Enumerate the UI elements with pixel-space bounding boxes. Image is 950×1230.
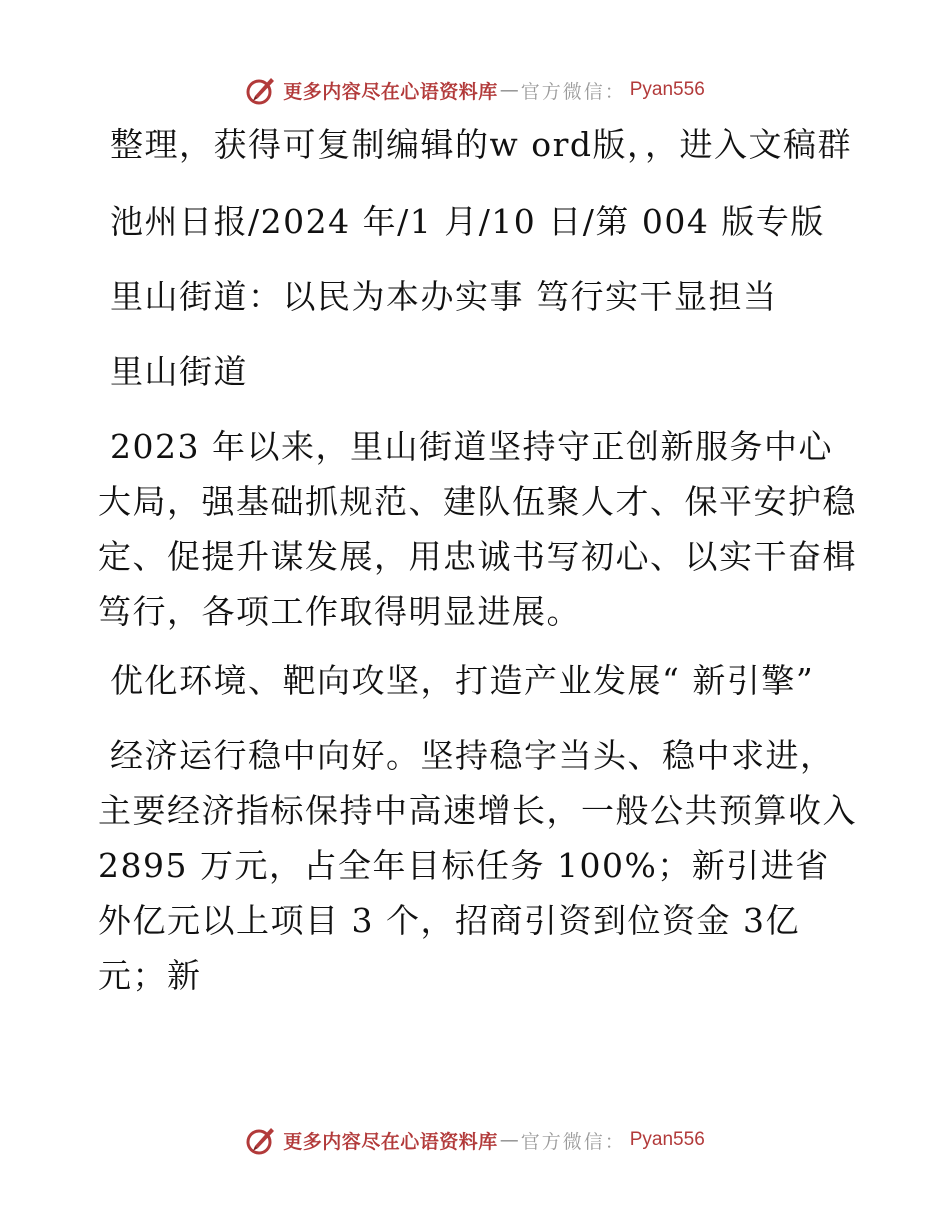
document-body	[98, 120, 858, 1003]
article-title: 里山街道：以民为本办实事 笃行实干显担当	[110, 277, 778, 316]
watermark-brand: 更多内容尽在心语资料库	[283, 1130, 498, 1153]
watermark-separator: —	[499, 79, 519, 101]
article-author: 里山街道	[110, 352, 248, 391]
watermark-banner-top	[0, 70, 950, 110]
watermark-banner-bottom	[0, 1120, 950, 1160]
watermark-official-label: 官方微信：	[520, 80, 626, 103]
watermark-wechat-id: Pyan556	[629, 1129, 705, 1150]
subheading-1: 优化环境、靶向攻坚，打造产业发展“ 新引擎”	[110, 661, 815, 700]
watermark-separator: —	[499, 1129, 519, 1151]
watermark-brand: 更多内容尽在心语资料库	[283, 80, 498, 103]
intro-paragraph: 整理，获得可复制编辑的w ord版，，进入文稿群	[110, 125, 853, 164]
body-paragraph-1: 2023 年以来，里山街道坚持守正创新服务中心大局，强基础抓规范、建队伍聚人才、保平安护稳定、促提升谋发展，用忠诚书写初心、以实干奋楫笃行，各项工作取得明显进展。	[98, 427, 857, 631]
watermark-wechat-id: Pyan556	[629, 79, 705, 100]
quill-pen-logo-icon	[245, 1124, 277, 1156]
watermark-official-label: 官方微信：	[520, 1130, 626, 1153]
body-paragraph-2: 经济运行稳中向好。坚持稳字当头、稳中求进，主要经济指标保持中高速增长，一般公共预算收入 2895 万元，占全年目标任务 100%；新引进省外亿元以上项目 3 个，招商引资到位资金 3亿元；新	[98, 736, 857, 995]
source-line: 池州日报/2024 年/1 月/10 日/第 004 版专版	[110, 202, 825, 241]
quill-pen-logo-icon	[245, 74, 277, 106]
